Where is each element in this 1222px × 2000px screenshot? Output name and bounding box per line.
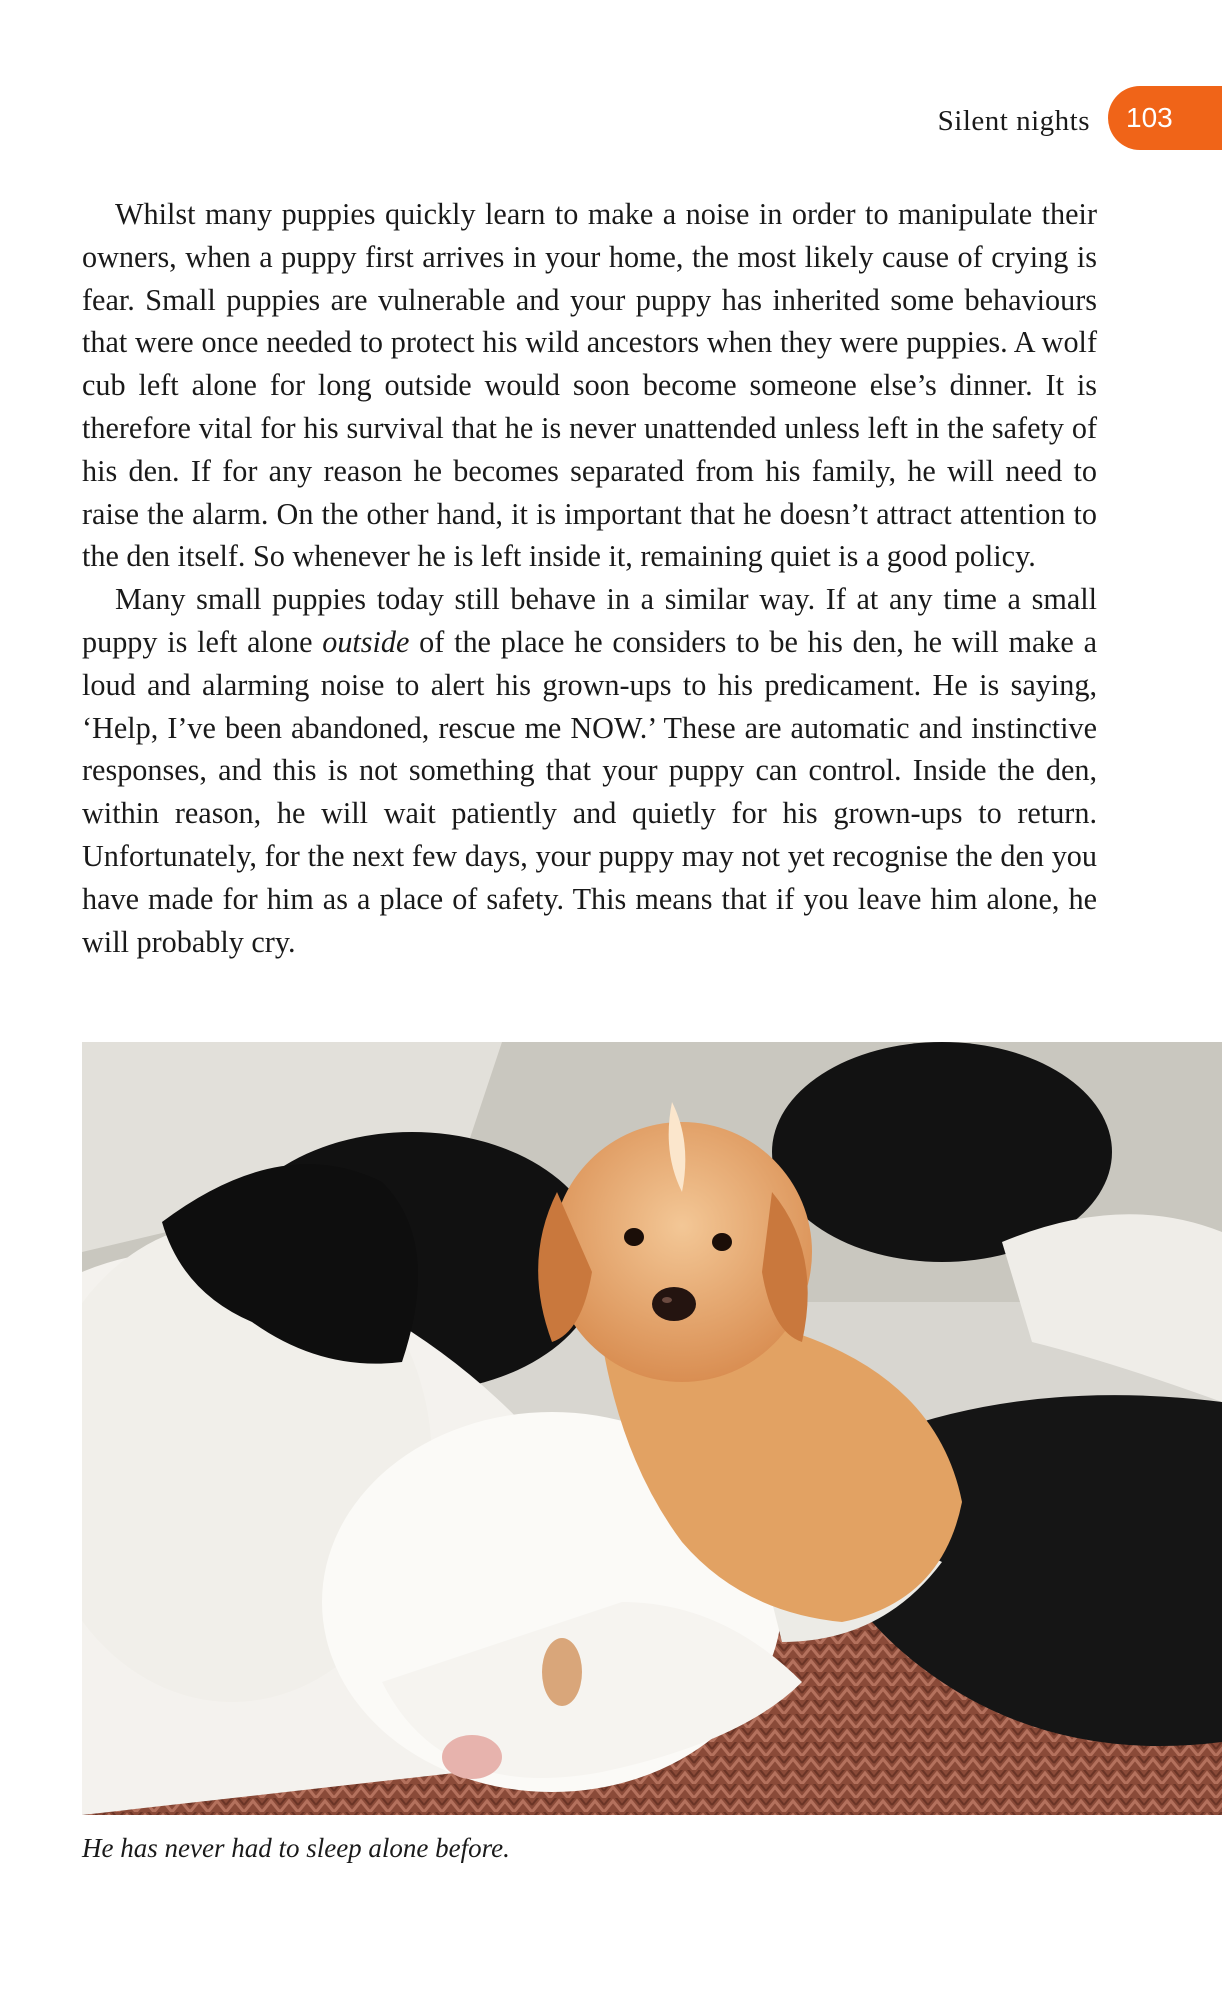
paragraph-2-emphasis: outside (322, 624, 410, 659)
puppies-illustration (82, 1042, 1222, 1815)
page-number-tab (1108, 86, 1222, 150)
paragraph-2 (82, 578, 1097, 963)
puppies-photo (82, 1042, 1222, 1815)
page-number: 103 (1126, 102, 1173, 133)
page-header (938, 86, 1222, 150)
body-text (82, 193, 1097, 963)
running-title: Silent nights (937, 104, 1090, 137)
paragraph-1: Whilst many puppies quickly learn to make a noise in order to manipulate their owners, when a puppy first arrives in your home, the most likely cause of crying is fear. Small puppies are vulnerable and your puppy has inherited some behaviours that were once needed to protect his wild ancestors when they were puppies. A wolf cub left alone for long outside would soon become someone else’s dinner. It is therefore vital for his survival that he is never unattended unless left in the safety of his den. If for any reason he becomes separated from his family, he will need to raise the alarm. On the other hand, it is important that he doesn’t attract attention to the den itself. So whenever he is left inside it, remaining quiet is a good policy. (82, 197, 1097, 574)
paragraph-2-part-1: Many small puppies today still behave in a similar way. If at any time a small puppy is left alone (82, 582, 1097, 659)
figure-caption: He has never had to sleep alone before. (82, 1833, 510, 1863)
paragraph-2-part-2: of the place he considers to be his den, he will make a loud and alarming noise to alert his grown-ups to his predicament. He is saying, ‘Help, I’ve been abandoned, rescue me NOW.’ These are automatic and instinctive responses, and this is not something that your puppy can control. Inside the den, within reason, he will wait patiently and quietly for his grown-ups to return. Unfortunately, for the next few days, your puppy may not yet recognise the den you have made for him as a place of safety. This means that if you leave him alone, he will probably cry. (82, 624, 1097, 959)
